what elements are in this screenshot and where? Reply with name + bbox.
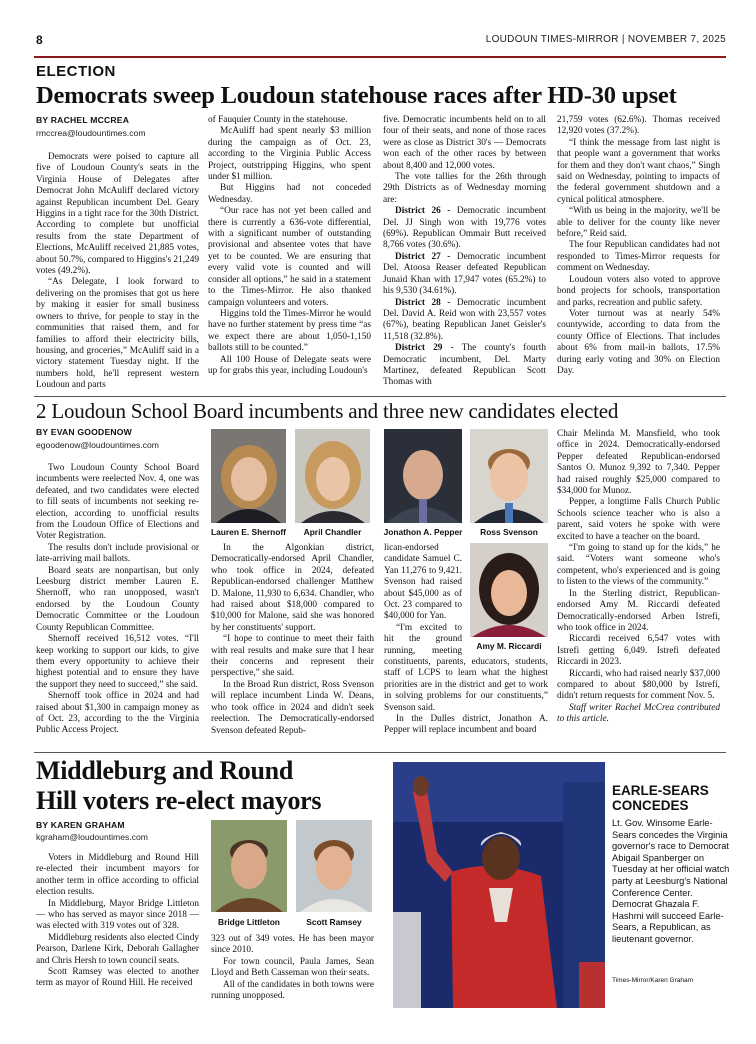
photo-shernoff (211, 429, 286, 523)
caption-riccardi: Amy M. Riccardi (476, 641, 542, 651)
photo-svenson (470, 429, 548, 523)
header-rule (34, 56, 726, 58)
paragraph: Shernoff received 16,512 votes. “I'll keep working to support our kids, to give them every opportunity to achieve their highest potential and to ensure they have the support they need to succeed,” she said. (36, 634, 199, 690)
district-text: Democratic incumbent Del. JJ Singh won with 19,776 votes (69%). Republican Ommair Butt received 8,766 votes (30.6%). (383, 206, 546, 251)
paragraph: Democrats were poised to capture all five of Loudoun County's seats in the Virginia House of Delegates after Democrat John McAuliff declared victory against Republican incumbent Del. Geary Higgins in a tight race for the 30th District. According to complete but unofficial results from the state Department of Elections, McAuliff received 21,885 votes, about 50.7%, compared to Higgins's 21,249 votes (49.2%). (36, 152, 199, 277)
district-text: Democratic incumbent Del. David A. Reid won with 23,557 votes (67%), beating Republican Janet Geisler's 11,518 (32.8%). (383, 297, 546, 342)
district-result (383, 252, 546, 298)
paragraph: In the Dulles district, Jonathon A. Pepper will replace incumbent and board (384, 714, 548, 736)
story2-byline: BY EVAN GOODENOW (36, 427, 132, 437)
photo-littleton (211, 820, 287, 912)
paragraph: In the Sterling district, Republican-endorsed Amy M. Riccardi defeated Democratically-endorsed Arben Istrefi, who took office in 2024. (557, 588, 720, 633)
paragraph: The four Republican candidates had not responded to Times-Mirror requests for comment on Wednesday. (557, 240, 720, 274)
paragraph: In Middleburg, Mayor Bridge Littleton — who has served as mayor since 2018 — was elected with 319 votes out of 328. (36, 898, 199, 932)
paragraph: 21,759 votes (62.6%). Thomas received 12,920 votes (37.2%). (557, 115, 720, 137)
district-label: District 29 - (395, 343, 454, 354)
contributor-note: Staff writer Rachel McCrea contributed to this article. (557, 702, 720, 725)
divider (34, 396, 726, 397)
divider (34, 752, 726, 753)
paragraph: Board seats are nonpartisan, but only Leesburg district member Lauren E. Shernoff, who ran unopposed, wasn't endorsed by the Loudoun County Democratic Committee or the Loudoun County Republican Committee. (36, 565, 199, 633)
district-label: District 28 - (395, 297, 451, 308)
caption-pepper: Jonathon A. Pepper (383, 527, 463, 537)
feature-caption: Lt. Gov. Winsome Earle-Sears concedes the Virginia governor's race to Democrat Abigail Spanberger on Tuesday at her official watch party at Leesburg's National Conference Center. Democrat Ghazala F. Hashmi will succeed Earle-Sears, a Republican, as lieutenant governor. (612, 818, 730, 944)
paragraph: five. Democratic incumbents held on to all four of their seats, and none of those races were as close as District 30's — Democrats won each of the other races by between about 8,400 and 12,000 votes. (383, 115, 546, 171)
caption-shernoff: Lauren E. Shernoff (211, 527, 286, 537)
paragraph: The results don't include provisional or late-arriving mail ballots. (36, 542, 199, 565)
district-label: District 27 - (395, 251, 451, 262)
story2-column-2 (211, 543, 374, 748)
paragraph: constituents, parents, educators, students, staff of LCPS to learn what the highest priorities are in the district and get to work in solving problems for our constituents,” Svenson said. (384, 657, 548, 713)
story3-headline-line2: Hill voters re-elect mayors (36, 786, 322, 815)
page-number: 8 (36, 33, 43, 47)
paragraph: But Higgins had not conceded Wednesday. (208, 183, 371, 205)
story1-column-4 (557, 115, 720, 392)
photo-riccardi (470, 543, 548, 637)
paragraph: Chair Melinda M. Mansfield, who took office in 2024. Democratically-endorsed Pepper defeated Republican-endorsed Santos O. Munoz 9,392 to 7,340. Pepper had raised roughly $25,000 compared to $34,000 for Munoz. (557, 429, 720, 497)
photo-pepper (384, 429, 462, 523)
paragraph: All of the candidates in both towns were running unopposed. (211, 979, 374, 1002)
district-result (383, 343, 546, 389)
paragraph: Pepper, a longtime Falls Church Public Schools science teacher who is also a parent, said voters he spoke with were excited to have a teacher on the board. (557, 497, 720, 542)
paragraph: In the Algonkian district, Democratically-endorsed April Chandler, who took office in 2024, defeated Republican-endorsed challenger Matthew D. Malone, 11,930 to 6,634. Chandler, who had raised about $18,000 compared to $10,000 for Malone, said she was honored by her constituents' support. (211, 543, 374, 633)
paragraph: 323 out of 349 votes. He has been mayor since 2010. (211, 934, 374, 956)
story1-headline: Democrats sweep Loudoun statehouse races after HD-30 upset (36, 82, 677, 109)
feature-headline (612, 783, 709, 813)
story2-email: egoodenow@loudountimes.com (36, 440, 159, 450)
paragraph: For town council, Paula James, Sean Lloyd and Beth Casseman won their seats. (211, 956, 374, 979)
story3-headline (36, 756, 321, 816)
paragraph: Scott Ramsey was elected to another term as mayor of Round Hill. He received (36, 967, 199, 989)
district-result (383, 206, 546, 252)
paragraph: Riccardi received 6,547 votes with Istrefi getting 6,049. Istrefi defeated Riccardi in 2023. (557, 634, 720, 668)
paragraph: Two Loudoun County School Board incumbents were reelected Nov. 4, one was defeated, and two candidates were elected to fill seats of incumbents not seeking re-election, according to unofficial results from the Loudoun Office of Elections and Voter Registration. (36, 463, 199, 542)
story1-column-1 (36, 152, 199, 392)
story2-column-1 (36, 463, 199, 748)
paragraph: Higgins told the Times-Mirror he would have no further statement by press time “as we expect there are about 1,050-1,150 ballots still to be counted.” (208, 308, 371, 354)
paragraph: Riccardi, who had raised nearly $37,000 compared to about $80,000 by Istrefi, didn't return requests for comment Nov. 5. (557, 668, 720, 702)
paragraph: of Fauquier County in the statehouse. (208, 115, 348, 125)
paragraph: Voter turnout was at nearly 54% countywide, according to data from the county Office of Elections. That includes about 6% from mail-in ballots, 17.5% during early voting and 30% on Election Day. (557, 308, 720, 376)
paragraph: “With us being in the majority, we'll be able to deliver for the county like never before,” Reid said. (557, 206, 720, 240)
paragraph: The vote tallies for the 26th through 29th Districts as of Wednesday morning are: (383, 172, 546, 205)
masthead: LOUDOUN TIMES-MIRROR | NOVEMBER 7, 2025 (485, 34, 726, 45)
paragraph: In the Broad Run district, Ross Svenson will replace incumbent Linda W. Deans, who took office in 2024 and didn't seek reelection. The Democratically-endorsed Svenson defeated Repub- (211, 679, 374, 736)
story3-column-1 (36, 853, 199, 1028)
story1-byline: BY RACHEL MCCREA (36, 115, 130, 125)
paragraph: All 100 House of Delegate seats were up for grabs this year, including Loudoun's (208, 354, 371, 376)
caption-svenson: Ross Svenson (480, 527, 538, 537)
story2-column-3-narrow (384, 543, 462, 655)
story3-headline-line1: Middleburg and Round (36, 756, 293, 785)
story2-column-4 (557, 429, 720, 750)
story3-email: kgraham@loudountimes.com (36, 832, 148, 842)
story2-column-3-wide (384, 657, 548, 749)
paragraph: “I'm excited to hit the ground running, meeting (384, 622, 462, 655)
caption-ramsey: Scott Ramsey (306, 917, 362, 927)
story3-byline: BY KAREN GRAHAM (36, 820, 125, 830)
caption-littleton: Bridge Littleton (218, 917, 280, 927)
story1-email: rmccrea@loudountimes.com (36, 128, 146, 138)
photo-earle-sears (393, 762, 605, 1008)
story1-column-2 (208, 115, 371, 392)
district-text: The county's fourth Democratic incumbent, Del. Marty Martinez, defeated Republican Scott Thomas with (383, 343, 546, 388)
district-result (383, 298, 546, 344)
story1-column-3 (383, 115, 546, 392)
paragraph: lican-endorsed candidate Samuel C. Yan 11,276 to 9,421. Svenson had raised about $45,000 as of Oct. 23 compared to $40,000 for Yan. (384, 543, 462, 622)
paragraph: Voters in Middleburg and Round Hill re-elected their incumbent mayors for another term in office according to official election results. (36, 853, 199, 898)
feature-headline-line2: CONCEDES (612, 798, 689, 813)
photo-credit: Times-Mirror/Karen Graham (612, 977, 694, 984)
section-label: ELECTION (36, 63, 116, 80)
paragraph: Loudoun voters also voted to approve bond projects for schools, transportation and parks, recreation and public safety. (557, 274, 720, 308)
paragraph: Shernoff took office in 2024 and had raised about $1,300 in campaign money as of Oct. 23, according to the the Virginia Public Access Project. (36, 691, 199, 736)
district-text: Democratic incumbent Del. Atoosa Reaser defeated Republican Junaid Khan with 17,947 votes (65.2%) to his 9,530 (34.61%). (383, 251, 546, 297)
paragraph: “Our race has not yet been called and there is currently a 636-vote differential, with a significant number of outstanding provisional and absentee votes that have yet to be counted. We are ensuring that every valid vote is counted and will consider all options,” he said in a statement to the Times-Mirror. He also thanked campaign volunteers and voters. (208, 206, 371, 308)
caption-chandler: April Chandler (303, 527, 362, 537)
paragraph: McAuliff had spent nearly $3 million during the campaign as of Oct. 23, according to the Virginia Public Access Project, outstripping Higgins, who spent under $1 million. (208, 126, 371, 183)
paragraph: “As Delegate, I look forward to delivering on the promises that got us here by making it easier for small business owners to thrive, for people to stay in the communities that raised them, and for families to afford their electricity bills, housing, and groceries,” McAuliff said in a victory statement Tuesday night. If the numbers hold, he'll represent western Loudoun and parts (36, 277, 199, 391)
photo-ramsey (296, 820, 372, 912)
feature-headline-line1: EARLE-SEARS (612, 783, 709, 798)
district-label: District 26 - (395, 206, 451, 217)
paragraph: “I think the message from last night is that people want a government that works for them and they don't want chaos,” Singh said on Wednesday, pointing to impacts of the federal government shutdown and a cynical political atmosphere. (557, 137, 720, 205)
story3-column-2 (211, 934, 374, 1024)
paragraph: “I hope to continue to meet their faith with real results and make sure that I hear their concerns and represent their perspective,” she said. (211, 634, 374, 679)
photo-chandler (295, 429, 370, 523)
paragraph: Middleburg residents also elected Cindy Pearson, Darlene Kirk, Deborah Gallagher and Chris Hersh to town council seats. (36, 932, 199, 966)
paragraph: “I'm going to stand up for the kids,” he said. “Voters want someone who's competent, who's experienced and is going to listen to the views of the community.” (557, 543, 720, 588)
story2-headline: 2 Loudoun School Board incumbents and three new candidates elected (36, 399, 619, 423)
